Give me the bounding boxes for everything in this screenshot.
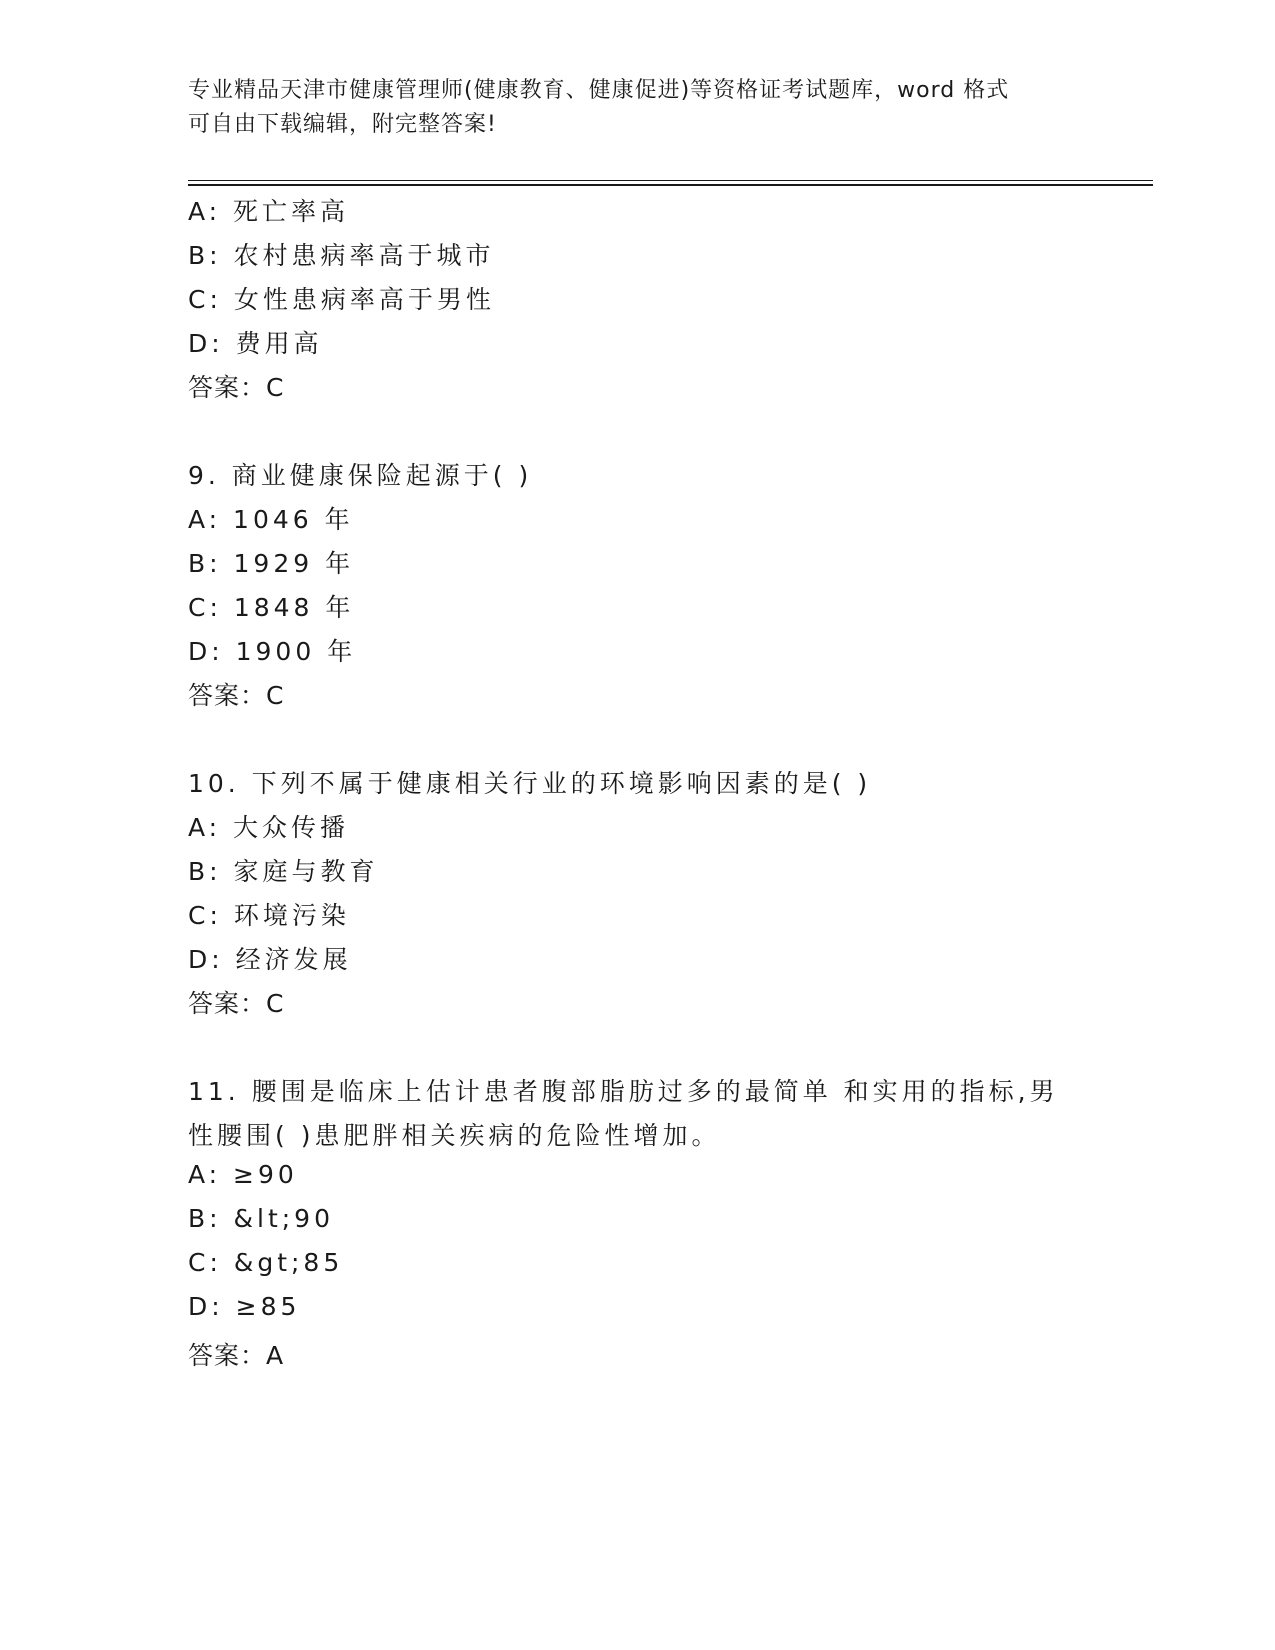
header-rule-bottom <box>188 184 1153 186</box>
q9-option-b: B: 1929 年 <box>188 549 355 578</box>
q9-option-d: D: 1900 年 <box>188 637 357 666</box>
q10-answer: 答案：C <box>188 989 285 1018</box>
q11-stem-line-1: 11. 腰围是临床上估计患者腹部脂肪过多的最简单 和实用的指标,男 <box>188 1077 1059 1106</box>
q10-option-c: C: 环境污染 <box>188 901 350 930</box>
q11-option-a: A: ≥90 <box>188 1160 298 1189</box>
q11-stem-line-2: 性腰围( )患肥胖相关疾病的危险性增加。 <box>188 1121 721 1150</box>
header-rule-top <box>188 180 1153 181</box>
q10-option-b: B: 家庭与教育 <box>188 857 379 886</box>
q8-option-d: D: 费用高 <box>188 329 323 358</box>
header-line-1: 专业精品天津市健康管理师(健康教育、健康促进)等资格证考试题库，word 格式 <box>188 78 1010 103</box>
q8-option-b: B: 农村患病率高于城市 <box>188 241 495 270</box>
q8-option-c: C: 女性患病率高于男性 <box>188 285 495 314</box>
header-line-2: 可自由下载编辑，附完整答案! <box>188 112 497 137</box>
q10-stem: 10. 下列不属于健康相关行业的环境影响因素的是( ) <box>188 769 872 798</box>
q9-option-a: A: 1046 年 <box>188 505 354 534</box>
q10-option-a: A: 大众传播 <box>188 813 350 842</box>
q9-option-c: C: 1848 年 <box>188 593 355 622</box>
q9-stem: 9. 商业健康保险起源于( ) <box>188 461 533 490</box>
q11-option-b: B: &lt;90 <box>188 1204 334 1233</box>
q10-option-d: D: 经济发展 <box>188 945 352 974</box>
q11-option-c: C: &gt;85 <box>188 1248 344 1277</box>
document-header <box>188 74 1068 142</box>
q9-answer: 答案：C <box>188 681 285 710</box>
q8-option-a: A: 死亡率高 <box>188 197 350 226</box>
q8-answer: 答案：C <box>188 373 285 402</box>
q11-option-d: D: ≥85 <box>188 1292 301 1321</box>
q11-answer: 答案：A <box>188 1341 285 1370</box>
